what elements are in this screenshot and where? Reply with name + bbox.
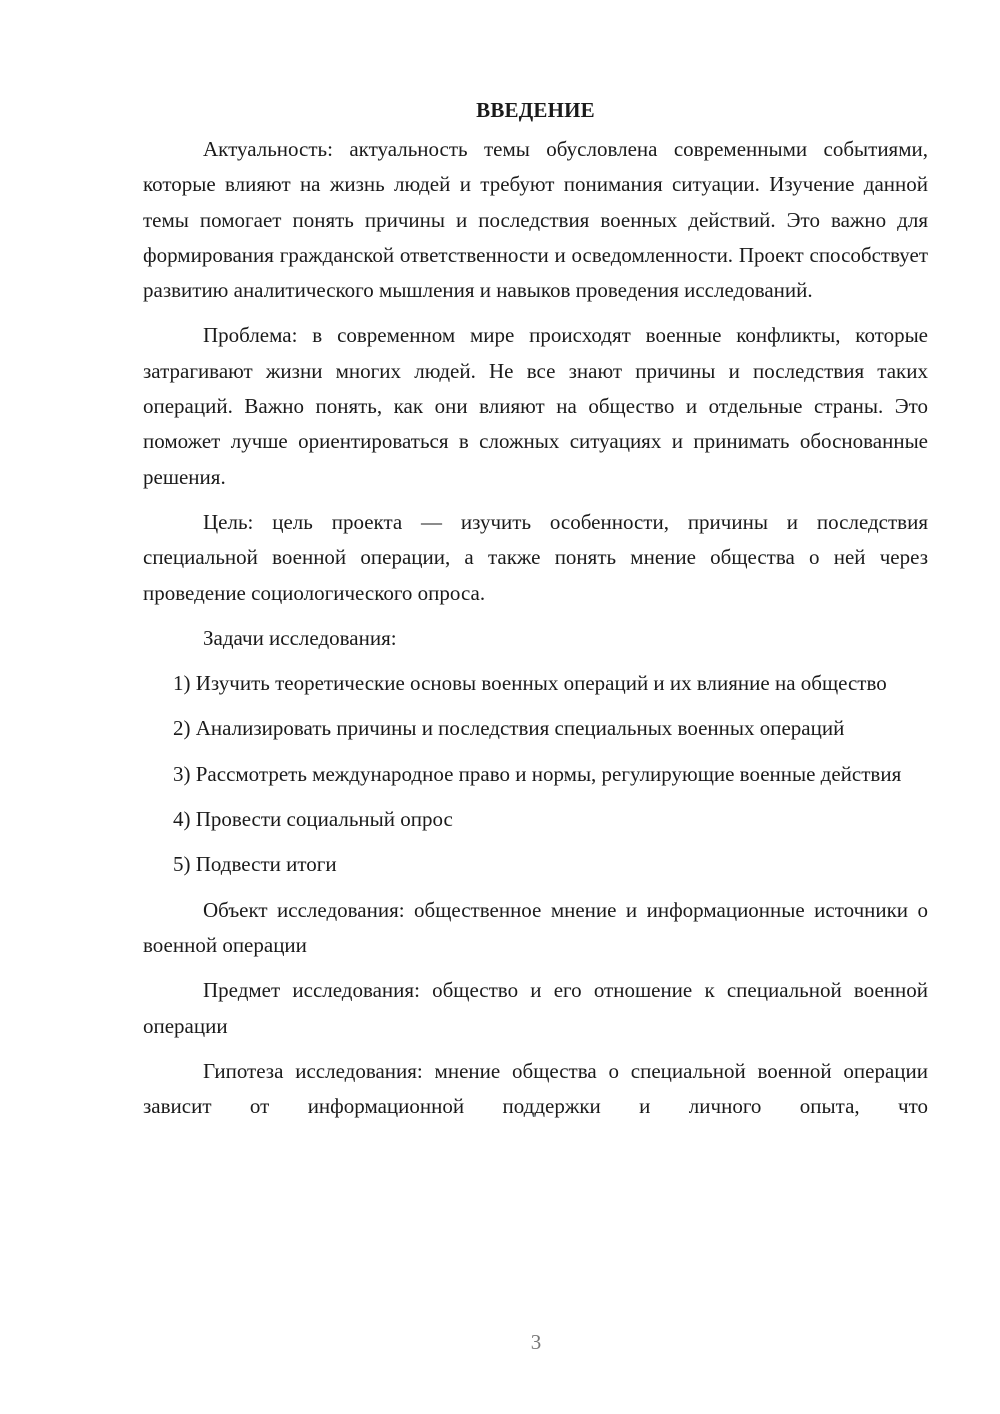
task-item-2: 2) Анализировать причины и последствия специальных военных операций: [173, 716, 845, 741]
goal-paragraph: Цель: цель проекта — изучить особенности, причины и последствия специальной военной операции, а также понять мнение общества о ней через проведение социологического опроса.: [143, 509, 928, 605]
task-item-5: 5) Подвести итоги: [173, 852, 337, 877]
task-item-3: 3) Рассмотреть международное право и нормы, регулирующие военные действия: [173, 761, 902, 786]
task-item-4: 4) Провести социальный опрос: [173, 807, 453, 832]
relevance-paragraph: Актуальность: актуальность темы обусловлена современными событиями, которые влияют на жизнь людей и требуют понимания ситуации. Изучение данной темы помогает понять причины и последствия военных действий. Это важно для формирования гражданской ответственности и осведомленности. Проект способствует развитию аналитического мышления и навыков проведения исследований.: [143, 137, 928, 303]
hypothesis-paragraph: Гипотеза исследования: мнение общества о специальной военной операции зависит от информационной поддержки и личного опыта, что: [143, 1058, 928, 1119]
task-item-1: 1) Изучить теоретические основы военных операций и их влияние на общество: [173, 671, 887, 696]
page-number: 3: [530, 1330, 542, 1354]
tasks-heading: Задачи исследования:: [203, 625, 397, 650]
document-page: [143, 92, 928, 1134]
subject-paragraph: Предмет исследования: общество и его отношение к специальной военной операции: [143, 978, 928, 1038]
object-paragraph: Объект исследования: общественное мнение и информационные источники о военной операции: [143, 897, 928, 957]
page-title: ВВЕДЕНИЕ: [476, 98, 595, 122]
problem-paragraph: Проблема: в современном мире происходят военные конфликты, которые затрагивают жизни многих людей. Не все знают причины и последствия таких операций. Важно понять, как они влияют на общество и отдельные страны. Это поможет лучше ориентироваться в сложных ситуациях и принимать обоснованные решения.: [143, 323, 928, 489]
